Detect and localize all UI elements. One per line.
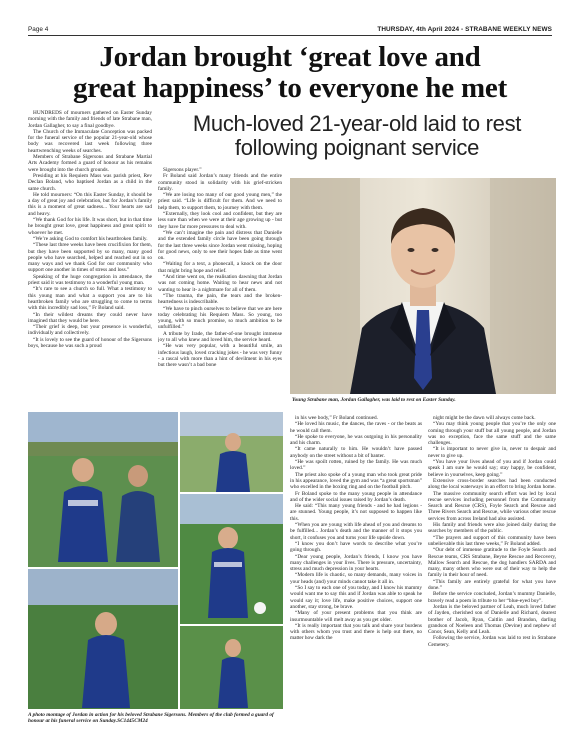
tie-shape xyxy=(414,310,432,390)
subheadline-line-2: following poignant service xyxy=(234,135,480,160)
headline-line-1: Jordan brought ‘great love and xyxy=(99,41,481,73)
article-paragraph: “The trauma, the pain, the tears and the broken-heartedness is indescribable. xyxy=(158,292,282,306)
subheadline xyxy=(158,112,556,160)
article-paragraph: HUNDREDS of mourners gathered on Easter Sunday morning with the family and friends of late Strabane man, Jordan Gallagher, to say a final goodbye. xyxy=(28,110,152,129)
page-header xyxy=(28,24,552,36)
article-paragraph: “In their wildest dreams they could never have imagined that they would be here. xyxy=(28,311,152,324)
article-paragraph: “We can’t imagine the pain and distress that Danielle and the extended family circle have been going through for the last three weeks since Jordan went missing, hoping for good news, only to see their hopes fade as time went on. xyxy=(158,229,282,262)
article-paragraph: “It is really important that you talk and share your burdens with others whom you trust and there is help out there, no matter how dark the xyxy=(290,622,422,642)
article-paragraph: “And time went on, the realisation dawning that Jordan was not coming home. Waiting to hear news and not wanting to hear it- a nightmare for all of them. xyxy=(158,274,282,293)
article-paragraph: “He spoke to everyone, he was outgoing in his personality and his charm. xyxy=(290,433,422,447)
article-paragraph: “Modern life is chaotic, so many demands, many voices in your heads (and) your minds cannot take it all in. xyxy=(290,572,422,585)
article-paragraph: “It is important to never give in, never to despair and never to give up. xyxy=(428,446,556,459)
article-paragraph: “Dear young people, Jordan’s friends, I know you have many challenges in your lives. There is pressure, uncertainty, stress and much depression in your hearts. xyxy=(290,553,422,573)
article-paragraph: “He loved his music, the dances, the raves - or the beats as he would call them. xyxy=(290,421,422,434)
article-paragraph: “We are losing too many of our good young men,” the priest said. “Life is difficult for them. And we need to help them, to support them, to journey with them. xyxy=(158,192,282,211)
article-paragraph: night might be the dawn will always come back. xyxy=(433,415,536,421)
article-paragraph: “He was very popular, with a beautiful smile, an infectious laugh, loved cracking jokes - he was very funny - a rascal with more than a hint of devilment in his eyes but there wasn’t a bad bone xyxy=(158,343,282,369)
article-paragraph: He said: “This many young friends - and he had legions - are stunned. Young people, it’s not supposed to happen like this. xyxy=(290,503,422,522)
article-paragraph: “Waiting for a text, a phonecall, a knock on the door that might bring hope and relief. xyxy=(158,261,282,274)
article-paragraph: “This family are entirely grateful for what you have done.” xyxy=(428,578,556,592)
article-paragraph: “It came naturally to him. He wouldn’t have passed anybody on the street without a bit of banter. xyxy=(290,446,422,459)
page-number: Page 4 xyxy=(28,26,49,33)
article-paragraph: “The prayers and support of this community have been unbelievable this last three weeks,” Fr Boland added. xyxy=(428,534,556,547)
article-paragraph: Fr Boland spoke to the many young people in attendance and of the wider social issues raised by Jordan’s death. xyxy=(290,490,422,503)
article-paragraph: Presiding at his Requiem Mass was parish priest, Rev Declan Boland, who baptised Jordan as a child in the same church. xyxy=(28,172,152,192)
montage-caption: A photo montage of Jordan in action for his beloved Strabane Sigersons. Members of the club formed a guard of honour at his funeral service on Sunday.SC1445CM24 xyxy=(28,712,274,725)
montage-photo xyxy=(28,412,283,709)
article-paragraph: His family and friends were also joined daily during the searches by members of the public. xyxy=(428,522,556,535)
article-paragraph: “You have your lives ahead of you and if Jordan could speak I am sure he would say; stay happy, be confident, believe in yourselves, keep going.” xyxy=(428,459,556,478)
football-icon xyxy=(254,602,266,614)
article-paragraph: Speaking of the huge congregation in attendance, the priest said it was testimony to a wonderful young man. xyxy=(28,273,152,287)
article-paragraph: He told mourners: “On this Easter Sunday, it should be a day of great joy and celebration, but for Jordan’s family this is a moment of great sadness... Your hearts are sad and heavy. xyxy=(28,191,152,217)
article-paragraph: “We have to pinch ourselves to believe that we are here today celebrating his Requiem Mass. So young, too young, with so much promise, so much ambition to be unfulfilled.” xyxy=(158,305,282,331)
article-paragraph: A tribute by Irade, the father-of-one brought immense joy to all who knew and loved him, the service heard. xyxy=(158,330,282,344)
portrait-illustration xyxy=(290,178,556,394)
portrait-photo xyxy=(290,178,556,394)
article-paragraph: “We thank God for his life. It was short, but in that time he brought great love, great happiness and great spirit to whoever he met. xyxy=(28,217,152,236)
article-paragraph: Fr Boland said Jordan’s many friends and the entire community stood in solidarity with his grief-stricken family. xyxy=(158,173,282,192)
article-paragraph: The Church of the Immaculate Conception was packed for the funeral service of the popular 21-year-old whose body was recovered last week following three heartwrenching weeks of searches. xyxy=(28,128,152,154)
article-paragraph: “So I say to each one of you today, and I know his mammy would want me to say this and if Jordan was able to speak he would say it; love life, make positive choices, support one another, stay strong, be brave. xyxy=(290,585,422,610)
article-paragraph: Sigersons player.” xyxy=(163,167,202,173)
subheadline-line-1: Much-loved 21-year-old laid to rest xyxy=(192,111,522,136)
portrait-caption: Young Strabane man, Jordan Gallagher, was laid to rest on Easter Sunday. xyxy=(292,397,456,403)
article-paragraph: The massive community search effort was led by local rescue services including personnel from the Community Search and Rescue (CRS), Foyle Search and Rescue and Three Rivers Search and Rescue, while various other rescue services from across Ireland had also assisted. xyxy=(428,490,556,522)
article-paragraph: Jordan is the beloved partner of Leah, much loved father of Jayden, cherished son of Danielle and Richard, dearest brother of Jacob, Ryan, Caitlin and Brandon, darling grandson of Noeleen and Thomas (Devine) and nephew of Conor, Sean, Kelly and Leah. xyxy=(428,603,556,636)
article-column-4 xyxy=(428,415,556,735)
article-paragraph: “We’re asking God to comfort his heartbroken family. xyxy=(33,235,148,242)
headline-line-2: great happiness’ to everyone he met xyxy=(72,72,508,104)
headline xyxy=(28,42,552,104)
article-paragraph: Before the service concluded, Jordan’s mummy Danielle, bravely read a poem in tribute to her “blue-eyed boy”. xyxy=(428,591,556,604)
montage-illustration xyxy=(28,412,283,709)
article-paragraph: “He was spoilt rotten, ruined by the family. He was much loved.” xyxy=(290,459,422,472)
article-paragraph: “It’s rare to see a church so full. What a testimony to this young man and what a support you are to his heartbroken family who are struggling to come to terms with this incredibly sad loss,” Fr Boland said. xyxy=(28,286,152,312)
article-paragraph: “Our debt of immense gratitude to the Foyle Search and Rescue teams, CRS Strabane, Beyne Rescue and Recovery, Mallow Search and Rescue, the dog handlers SARDA and many, many others who were out of their way to help the family in their hour of need. xyxy=(428,547,556,579)
article-paragraph: Following the service, Jordan was laid to rest in Strabane Cemetery. xyxy=(428,635,556,648)
article-paragraph: “You may think young people that you’re the only one coming through your stuff but all young people, and Jordan was no exception, face the same stuff and the same challenges. xyxy=(428,421,556,447)
article-paragraph: “When you are young with life ahead of you and dreams to be fulfilled... Jordan’s death and the manner of it stops you short, it confuses you and turns your life upside down. xyxy=(290,522,422,541)
article-paragraph: “Externally, they look cool and confident, but they are less sure than when we were at their age growing up - but they have far more pressures to deal with. xyxy=(158,211,282,230)
article-column-1 xyxy=(28,110,152,412)
article-paragraph: “Their grief is deep, but your presence is wonderful, individually and collectively. xyxy=(28,324,152,337)
article-paragraph: Extensive cross-border searches had been conducted along the local waterways in an effort to bring Jordan home. xyxy=(428,477,556,491)
article-paragraph: “Many of your present problems that you think are insurmountable will melt away as you get older. xyxy=(290,610,422,623)
article-paragraph: The priest also spoke of a young man who took great pride in his appearance, loved the gym and was “a great sportsman” who excelled in the boxing ring and on the football pitch. xyxy=(290,471,422,491)
dateline: THURSDAY, 4th April 2024 - STRABANE WEEKLY NEWS xyxy=(377,26,552,33)
article-column-3 xyxy=(290,415,422,735)
article-paragraph: “I know you don’t have words to describe what you’re going through. xyxy=(290,540,422,554)
article-column-2 xyxy=(158,167,282,398)
article-paragraph: Members of Strabane Sigersons and Strabane Martial Arts Academy formed a guard of honour as his remains were brought into the church grounds. xyxy=(28,154,152,173)
article-paragraph: “It is lovely to see the guard of honour of the Sigersons boys, because he was such a proud xyxy=(28,336,152,349)
article-paragraph: “These last three weeks have been crucifixion for them, but they have been supported by so many, many good people who have searched, helped and reached out in so many ways and we thank God for our community who support one another in times of stress and loss.” xyxy=(28,242,152,274)
article-paragraph: in his wee body,” Fr Boland continued. xyxy=(295,415,378,421)
